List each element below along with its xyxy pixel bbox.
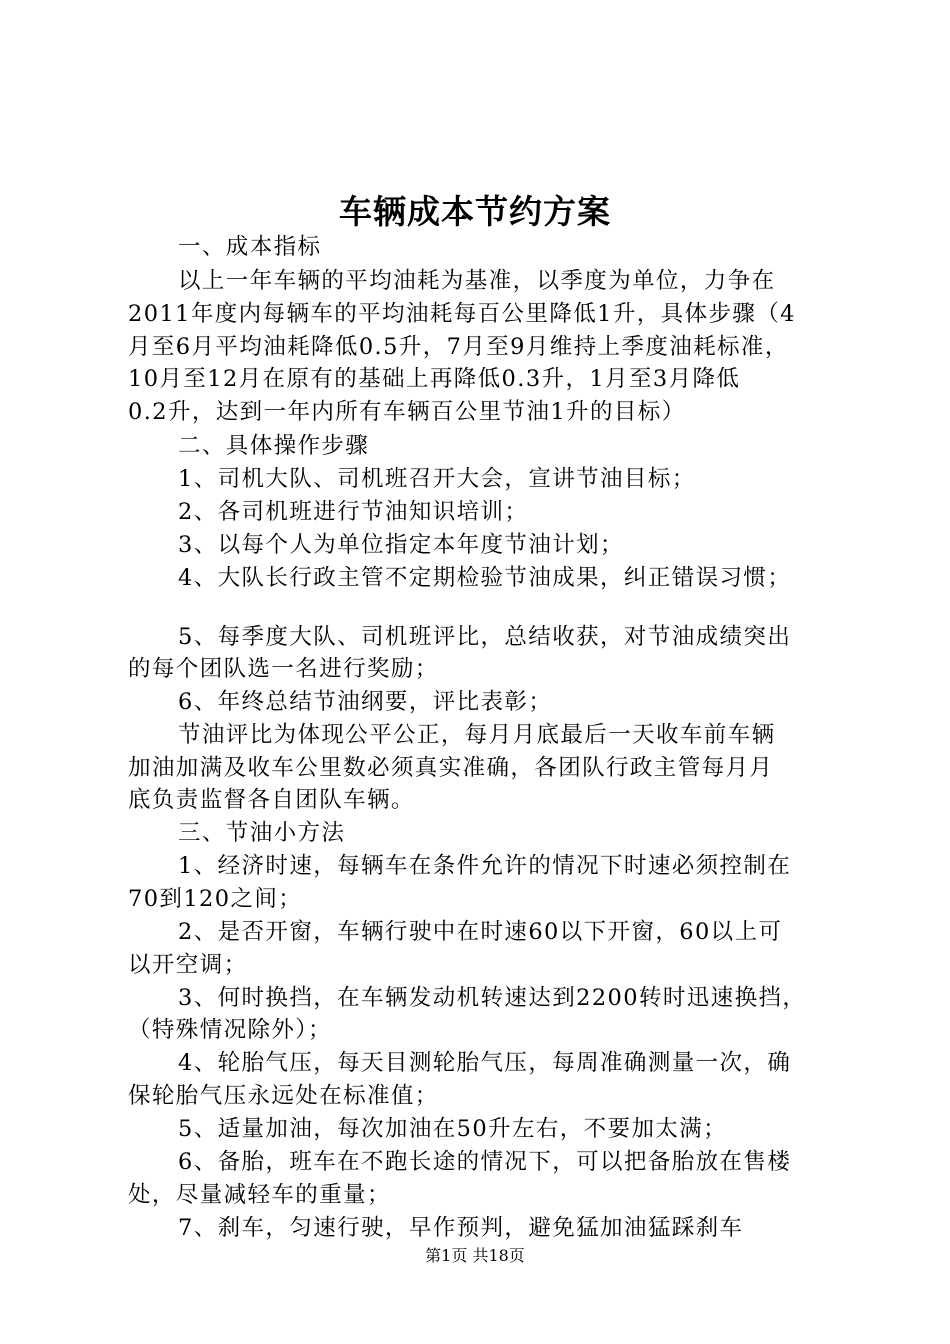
paragraph-line: 月至6月平均油耗降低0.5升，7月至9月维持上季度油耗标准，: [128, 334, 789, 360]
section-heading: 二、具体操作步骤: [178, 433, 370, 459]
list-item: 3、何时换挡，在车辆发动机转速达到2200转时迅速换挡，: [178, 985, 807, 1011]
list-item: 2、是否开窗，车辆行驶中在时速60以下开窗，60以上可: [178, 919, 783, 945]
paragraph-line: 2011年度内每辆车的平均油耗每百公里降低1升，具体步骤（4: [128, 301, 796, 327]
list-item: 2、各司机班进行节油知识培训；: [178, 499, 529, 525]
list-item: 4、大队长行政主管不定期检验节油成果，纠正错误习惯；: [178, 565, 792, 591]
paragraph-line: 处，尽量减轻车的重量；: [128, 1182, 391, 1208]
paragraph-line: 底负责监督各自团队车辆。: [128, 787, 415, 813]
paragraph-line: 以上一年车辆的平均油耗为基准，以季度为单位，力争在: [178, 268, 776, 294]
paragraph-line: 加油加满及收车公里数必须真实准确，各团队行政主管每月月: [128, 755, 774, 781]
paragraph-line: （特殊情况除外）；: [128, 1017, 332, 1043]
section-heading: 三、节油小方法: [178, 820, 346, 846]
list-item: 3、以每个人为单位指定本年度节油计划；: [178, 532, 624, 558]
list-item: 7、刹车，匀速行驶，早作预判，避免猛加油猛踩刹车: [178, 1215, 744, 1241]
list-item: 5、每季度大队、司机班评比，总结收获，对节油成绩突出: [178, 624, 792, 650]
list-item: 6、备胎，班车在不跑长途的情况下，可以把备胎放在售楼: [178, 1149, 792, 1175]
paragraph-line: 10月至12月在原有的基础上再降低0.3升，1月至3月降低: [128, 366, 741, 392]
section-heading: 一、成本指标: [178, 234, 322, 260]
paragraph-line: 节油评比为体现公平公正，每月月底最后一天收车前车辆: [178, 722, 776, 748]
paragraph-line: 0.2升，达到一年内所有车辆百公里节油1升的目标）: [128, 399, 686, 425]
list-item: 6、年终总结节油纲要，评比表彰；: [178, 689, 553, 715]
list-item: 5、适量加油，每次加油在50升左右，不要加太满；: [178, 1116, 728, 1142]
page-title: 车辆成本节约方案: [339, 192, 611, 231]
list-item: 4、轮胎气压，每天目测轮胎气压，每周准确测量一次，确: [178, 1050, 792, 1076]
list-item: 1、经济时速，每辆车在条件允许的情况下时速必须控制在: [178, 853, 792, 879]
paragraph-line: 70到120之间；: [128, 886, 303, 912]
paragraph-line: 保轮胎气压永远处在标准值；: [128, 1083, 439, 1109]
list-item: 1、司机大队、司机班召开大会，宣讲节油目标；: [178, 466, 696, 492]
paragraph-line: 以开空调；: [128, 952, 248, 978]
page-number: 第1页 共18页: [425, 1246, 525, 1265]
paragraph-line: 的每个团队选一名进行奖励；: [128, 656, 439, 682]
